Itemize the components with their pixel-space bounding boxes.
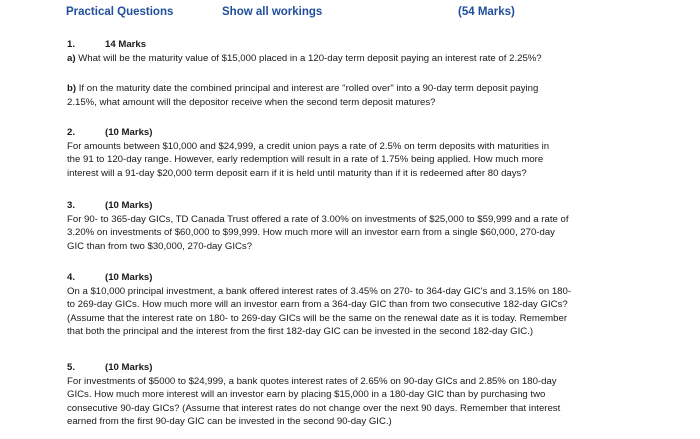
question-4 bbox=[67, 271, 642, 339]
question-number: 5. bbox=[67, 362, 76, 373]
question-marks: (10 Marks) bbox=[105, 362, 153, 373]
question-line: 3.20% on investments of $60,000 to $99,999. How much more will an investor earn from a single $60,000, 270-day bbox=[67, 227, 555, 239]
question-line: GICs. How much more interest will an investor earn by placing $15,000 in a 180-day GIC than by purchasing two bbox=[67, 389, 546, 401]
question-marks: (10 Marks) bbox=[105, 127, 153, 138]
question-line: the 91 to 120-day range. However, early redemption will result in a rate of 1.75% being applied. How much more bbox=[67, 154, 544, 166]
question-1-heading bbox=[67, 38, 642, 52]
question-3-heading bbox=[67, 199, 642, 213]
question-5 bbox=[67, 361, 642, 429]
question-number: 3. bbox=[67, 200, 76, 211]
total-marks-label: (54 Marks) bbox=[458, 6, 515, 18]
part-label: a) bbox=[67, 52, 76, 64]
question-line: What will be the maturity value of $15,000 placed in a 120-day term deposit paying an interest rate of 2.25%? bbox=[78, 52, 542, 64]
question-line: to 269-day GICs. How much more will an investor earn from a 364-day GIC than from two consecutive 182-day GICs? bbox=[67, 299, 568, 311]
question-3 bbox=[67, 199, 642, 253]
practical-questions-title: Practical Questions bbox=[66, 6, 174, 18]
question-5-heading bbox=[67, 361, 642, 375]
question-line: For 90- to 365-day GICs, TD Canada Trust offered a rate of 3.00% on investments of $25,000 to $59,999 and a rate of bbox=[67, 213, 569, 225]
question-line: On a $10,000 principal investment, a bank offered interest rates of 3.45% on 270- to 364-day GIC's and 3.15% on 180- bbox=[67, 285, 572, 297]
question-number: 4. bbox=[67, 272, 76, 283]
question-number: 2. bbox=[67, 127, 76, 138]
question-1 bbox=[67, 38, 642, 65]
question-1b bbox=[67, 82, 642, 109]
question-1b-text bbox=[67, 82, 642, 96]
question-line: (Assume that the interest rate on 180- to 269-day GICs will be the same on the renewal date as it is today. Remember bbox=[67, 312, 568, 324]
question-marks: (10 Marks) bbox=[105, 200, 153, 211]
question-line: If on the maturity date the combined principal and interest are "rolled over" into a 90-day term deposit paying bbox=[78, 83, 539, 94]
question-marks: (10 Marks) bbox=[105, 272, 153, 283]
part-label: b) bbox=[67, 83, 77, 94]
question-line: For investments of $5000 to $24,999, a bank quotes interest rates of 2.65% on 90-day GICs and 2.85% on 180-day bbox=[67, 375, 557, 387]
worksheet-header bbox=[0, 6, 700, 24]
question-1a-text bbox=[67, 52, 642, 66]
question-line: consecutive 90-day GICs? (Assume that interest rates do not change over the next 90 days. Remember that interest bbox=[67, 402, 561, 414]
question-4-heading bbox=[67, 271, 642, 285]
question-line: earned from the first 90-day GIC can be invested in the second 90-day GIC.) bbox=[67, 416, 392, 428]
question-line: interest will a 91-day $20,000 term deposit earn if it is held until maturity than if it is redeemed after 80 days? bbox=[67, 167, 527, 179]
question-2 bbox=[67, 126, 642, 180]
question-line: that both the principal and the interest from the first 182-day GIC can be invested in the second 182-day GIC.) bbox=[67, 326, 534, 338]
question-line: 2.15%, what amount will the depositor receive when the second term deposit matures? bbox=[67, 96, 436, 108]
question-2-heading bbox=[67, 126, 642, 140]
question-line: GIC than from two $30,000, 270-day GICs? bbox=[67, 240, 253, 252]
question-line: For amounts between $10,000 and $24,999, a credit union pays a rate of 2.5% on term deposits with maturities in bbox=[67, 140, 550, 152]
question-marks: 14 Marks bbox=[105, 39, 147, 50]
question-number: 1. bbox=[67, 39, 76, 50]
show-workings-label: Show all workings bbox=[222, 6, 323, 18]
